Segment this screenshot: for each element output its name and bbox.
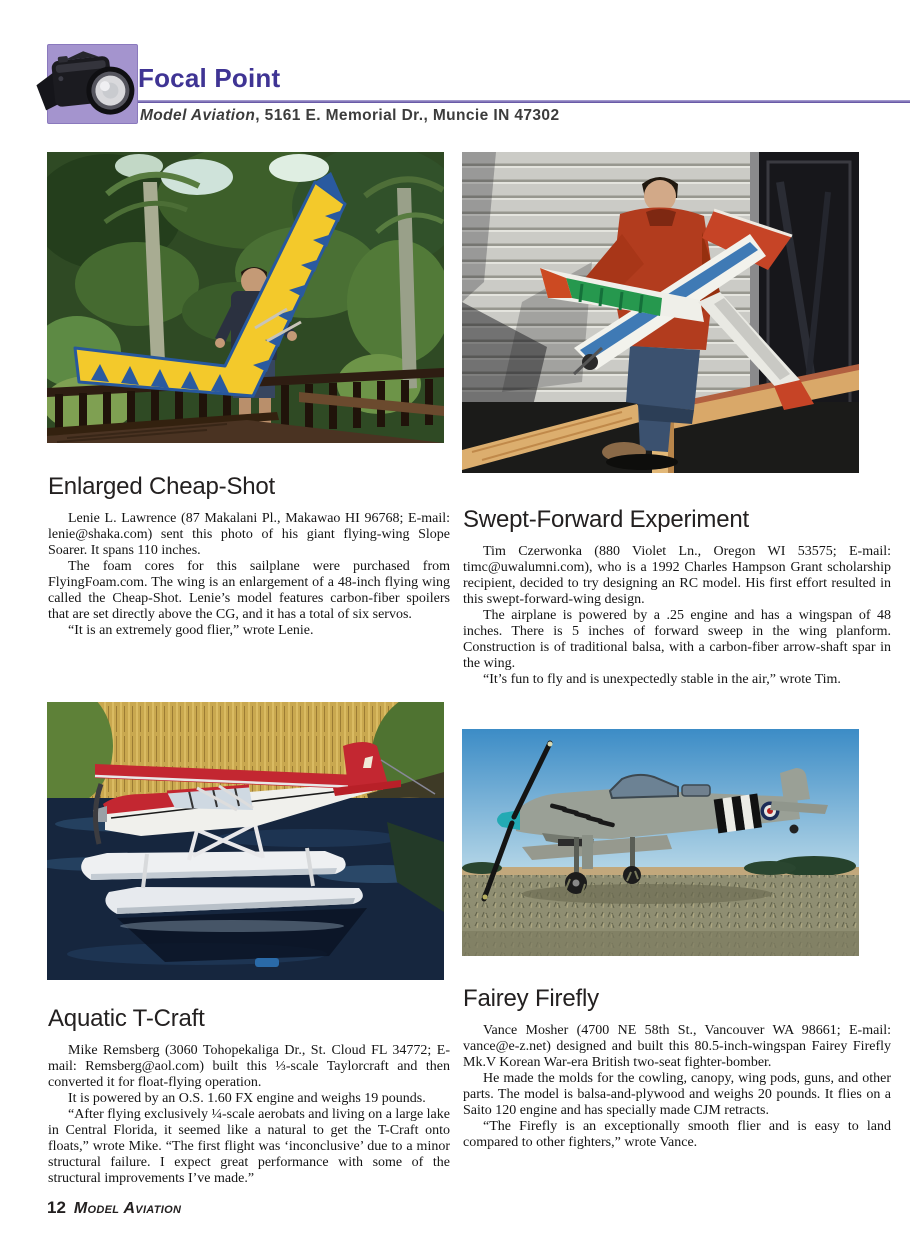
photo-aquatic-t-craft (47, 702, 444, 980)
magazine-name: Model Aviation (73, 1200, 182, 1217)
paragraph: The airplane is powered by a .25 engine and has a wingspan of 48 inches. There is 5 inches of forward sweep in the wing planform. Construction is of traditional balsa, with a carbon-fiber arrow-shaft spar in the wing. (463, 608, 891, 671)
article-body-fairey-firefly (463, 1023, 891, 1151)
article-body-swept-forward (463, 544, 891, 688)
publication-address (140, 107, 559, 125)
article-title-fairey-firefly: Fairey Firefly (463, 985, 599, 1012)
camera-icon (31, 44, 143, 132)
swept-forward-photo-illustration (462, 152, 859, 473)
paragraph: Mike Remsberg (3060 Tohopekaliga Dr., St. Cloud FL 34772; E-mail: Remsberg@aol.com) built this ⅓-scale Taylorcraft and then converted it for float-flying operation. (48, 1043, 450, 1090)
warbird-photo-illustration (462, 729, 859, 956)
floatplane-photo-illustration (47, 702, 444, 980)
page-footer (47, 1198, 181, 1218)
article-body-aquatic-t-craft (48, 1043, 450, 1187)
article-title-swept-forward: Swept-Forward Experiment (463, 506, 749, 533)
publication-name: Model Aviation (140, 107, 256, 124)
paragraph: “After flying exclusively ¼-scale aerobats and living on a large lake in Central Florida, it seemed like a natural to get the T-Craft onto floats,” wrote Mike. “The first flight was ‘inconclusive’ due to a minor structural failure. I expect great performance with some of the structural improvements I’ve made.” (48, 1107, 450, 1186)
publication-address-rest: , 5161 E. Memorial Dr., Muncie IN 47302 (255, 107, 560, 124)
photo-enlarged-cheap-shot (47, 152, 444, 443)
masthead-rule (138, 100, 910, 103)
flying-wing-photo-illustration (47, 152, 444, 443)
paragraph: He made the molds for the cowling, canopy, wing pods, guns, and other parts. The model is balsa-and-plywood and weighs 20 pounds. It flies on a Saito 120 engine and has specially made CJM retracts. (463, 1071, 891, 1118)
article-body-enlarged-cheap-shot (48, 511, 450, 639)
photo-fairey-firefly (462, 729, 859, 956)
paragraph: It is powered by an O.S. 1.60 FX engine and weighs 19 pounds. (68, 1091, 426, 1106)
paragraph: “It’s fun to fly and is unexpectedly stable in the air,” wrote Tim. (483, 672, 841, 687)
photo-swept-forward (462, 152, 859, 473)
article-title-aquatic-t-craft: Aquatic T-Craft (48, 1005, 205, 1032)
page-number: 12 (47, 1198, 66, 1217)
paragraph: Tim Czerwonka (880 Violet Ln., Oregon WI 53575; E-mail: timc@uwalumni.com), who is a 1992 Charles Hampson Grant scholarship recipient, decided to try designing an RC model. His first effort resulted in this swept-forward-wing design. (463, 544, 891, 607)
section-title: Focal Point (138, 63, 281, 93)
paragraph: “It is an extremely good flier,” wrote Lenie. (68, 623, 314, 638)
article-title-enlarged-cheap-shot: Enlarged Cheap-Shot (48, 473, 276, 500)
paragraph: “The Firefly is an exceptionally smooth flier and is easy to land compared to other fighters,” wrote Vance. (463, 1119, 891, 1150)
paragraph: Lenie L. Lawrence (87 Makalani Pl., Makawao HI 96768; E-mail: lenie@shaka.com) sent this photo of his giant flying-wing Slope Soarer. It spans 110 inches. (48, 511, 450, 558)
paragraph: Vance Mosher (4700 NE 58th St., Vancouver WA 98661; E-mail: vance@e-z.net) designed and built this 80.5-inch-wingspan Fairey Firefly Mk.V Korean War-era British two-seat fighter-bomber. (463, 1023, 891, 1070)
paragraph: The foam cores for this sailplane were purchased from FlyingFoam.com. The wing is an enlargement of a 48-inch flying wing called the Cheap-Shot. Lenie’s model features carbon-fiber spoilers that are set directly above the CG, and it has a total of six servos. (48, 559, 450, 622)
